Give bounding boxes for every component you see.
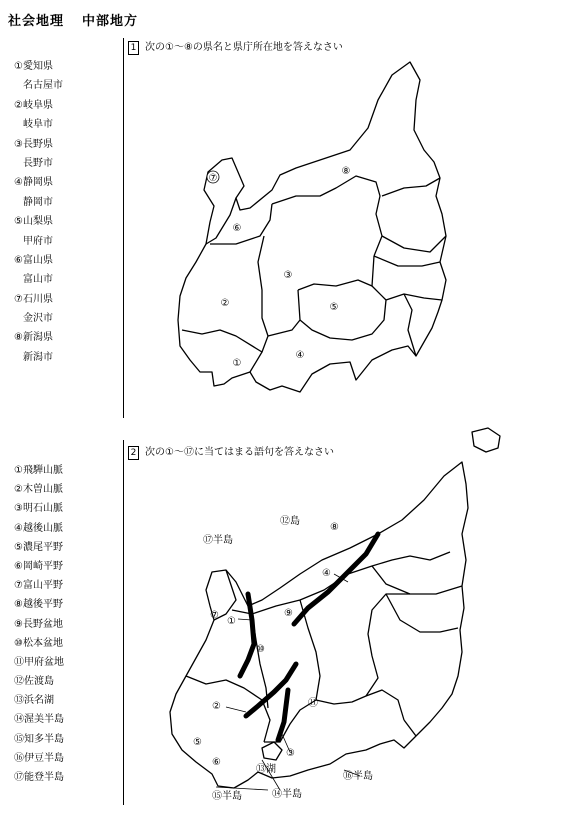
map2-border-6: [316, 690, 404, 720]
map2-label-sado: ⑫島: [280, 516, 300, 527]
map2-hamana-lake: [262, 742, 282, 760]
list-item: ⑪甲府盆地: [14, 656, 64, 668]
map2-label-noto: ⑰半島: [203, 535, 233, 546]
list-item: ⑧新潟県: [14, 332, 53, 344]
chubu-physical-map: [170, 428, 500, 788]
map2-label-11: ⑪: [308, 698, 318, 709]
map1-border-kanto-b: [382, 236, 446, 252]
list-item: ⑫佐渡島: [14, 676, 54, 688]
map1-label: ⑥: [232, 223, 242, 234]
list-item: ④越後山脈: [14, 522, 63, 534]
list-item: 長野市: [23, 157, 53, 169]
map1-label: ⑧: [341, 166, 351, 177]
map1-border-kanto-d: [386, 294, 442, 300]
list-item: ①愛知県: [14, 61, 53, 72]
map2-border-2: [232, 552, 450, 614]
map2-label-6: ⑥: [212, 757, 221, 768]
list-item: ⑯伊豆半島: [14, 752, 64, 764]
list-item: ⑬浜名湖: [14, 695, 54, 707]
list-item: 甲府市: [23, 235, 53, 247]
map2-label-izu: ⑯半島: [343, 771, 373, 782]
leader-line: [216, 787, 268, 790]
map1-label: ③: [283, 270, 293, 281]
q1-number: 1: [128, 41, 139, 55]
map2-border-7: [366, 594, 410, 696]
map1-coastline: [178, 62, 446, 392]
map2-sado-island: [472, 428, 500, 452]
map1-label: ⑤: [329, 302, 339, 313]
list-item: ⑩松本盆地: [14, 637, 63, 649]
q2-prompt-text: 次の①～⑰に当てはまる語句を答えなさい: [145, 447, 334, 458]
list-item: 新潟市: [23, 351, 53, 363]
map2-label-chita: ⑮半島: [212, 791, 242, 802]
map2-label-2: ②: [212, 701, 221, 712]
q2-number: 2: [128, 446, 139, 460]
list-item: ⑮知多半島: [14, 733, 64, 745]
list-item: ②岐阜県: [14, 99, 53, 111]
map2-label-7: ⑦: [210, 610, 219, 621]
list-item: ③長野県: [14, 138, 53, 150]
map2-border-8: [386, 594, 458, 632]
map1-label: ④: [295, 350, 305, 361]
list-item: ⑨長野盆地: [14, 618, 63, 630]
list-item: 静岡市: [23, 196, 53, 208]
map1-label: ⑦: [208, 173, 218, 184]
map1-border-niigata-nagano: [272, 176, 382, 256]
map1-border-kanto-c: [374, 256, 440, 266]
map2-border-11: [404, 720, 416, 736]
map2-label-5: ⑤: [193, 737, 202, 748]
mountain-ranges: [240, 534, 378, 740]
map1-label: ②: [220, 298, 230, 309]
map2-label-4: ④: [322, 568, 331, 579]
map1-border-yamanashi-shizuoka: [300, 286, 386, 340]
leader-line: [226, 707, 246, 712]
list-item: ④静岡県: [14, 177, 53, 189]
list-item: 岐阜市: [23, 119, 53, 131]
map2-label-10: ⑩: [256, 644, 265, 655]
map2-label-lake: ⑬湖: [256, 764, 276, 775]
list-item: ⑰能登半島: [14, 772, 64, 783]
title-topic: 中部地方: [82, 14, 139, 29]
list-item: ⑥富山県: [14, 254, 53, 266]
hida-mountains: [240, 594, 254, 676]
map1-label: ①: [232, 358, 242, 369]
list-item: 名古屋市: [23, 80, 63, 92]
list-item: ⑦富山平野: [14, 580, 63, 592]
list-item: ③明石山脈: [14, 503, 63, 515]
map2-label-8: ⑧: [330, 522, 339, 533]
akaishi-mountains: [278, 690, 288, 740]
map2-coastline: [170, 462, 468, 788]
title-subject: 社会地理: [8, 14, 65, 29]
list-item: ⑤濃尾平野: [14, 541, 63, 553]
map1-border-nagano-yamanashi: [298, 256, 374, 290]
list-item: ⑭渥美半島: [14, 714, 64, 726]
map2-label-9: ⑨: [284, 608, 293, 619]
echigo-mountains: [294, 534, 378, 624]
map2-border-9: [372, 566, 462, 594]
list-item: ②木曽山脈: [14, 484, 63, 496]
list-item: 金沢市: [23, 313, 53, 325]
map2-labels: [193, 514, 373, 802]
map2-label-1: ①: [227, 616, 236, 627]
map1-border-kanto-a: [382, 178, 440, 196]
chubu-prefecture-map: [178, 62, 446, 392]
list-item: ①飛騨山脈: [14, 465, 63, 476]
map1-labels: [207, 166, 350, 369]
map2-label-3: ③: [286, 748, 295, 759]
list-item: 富山市: [23, 274, 53, 286]
q1-prompt-text: 次の①～⑧の県名と県庁所在地を答えなさい: [145, 42, 343, 53]
list-item: ⑧越後平野: [14, 599, 63, 611]
map1-border-gifu-nagano: [258, 236, 268, 352]
map1-border-nagano-shizuoka: [268, 290, 300, 336]
list-item: ⑦石川県: [14, 293, 53, 305]
list-item: ⑥岡崎平野: [14, 560, 63, 572]
map2-label-atsumi: ⑭半島: [272, 789, 302, 800]
list-item: ⑤山梨県: [14, 216, 53, 228]
